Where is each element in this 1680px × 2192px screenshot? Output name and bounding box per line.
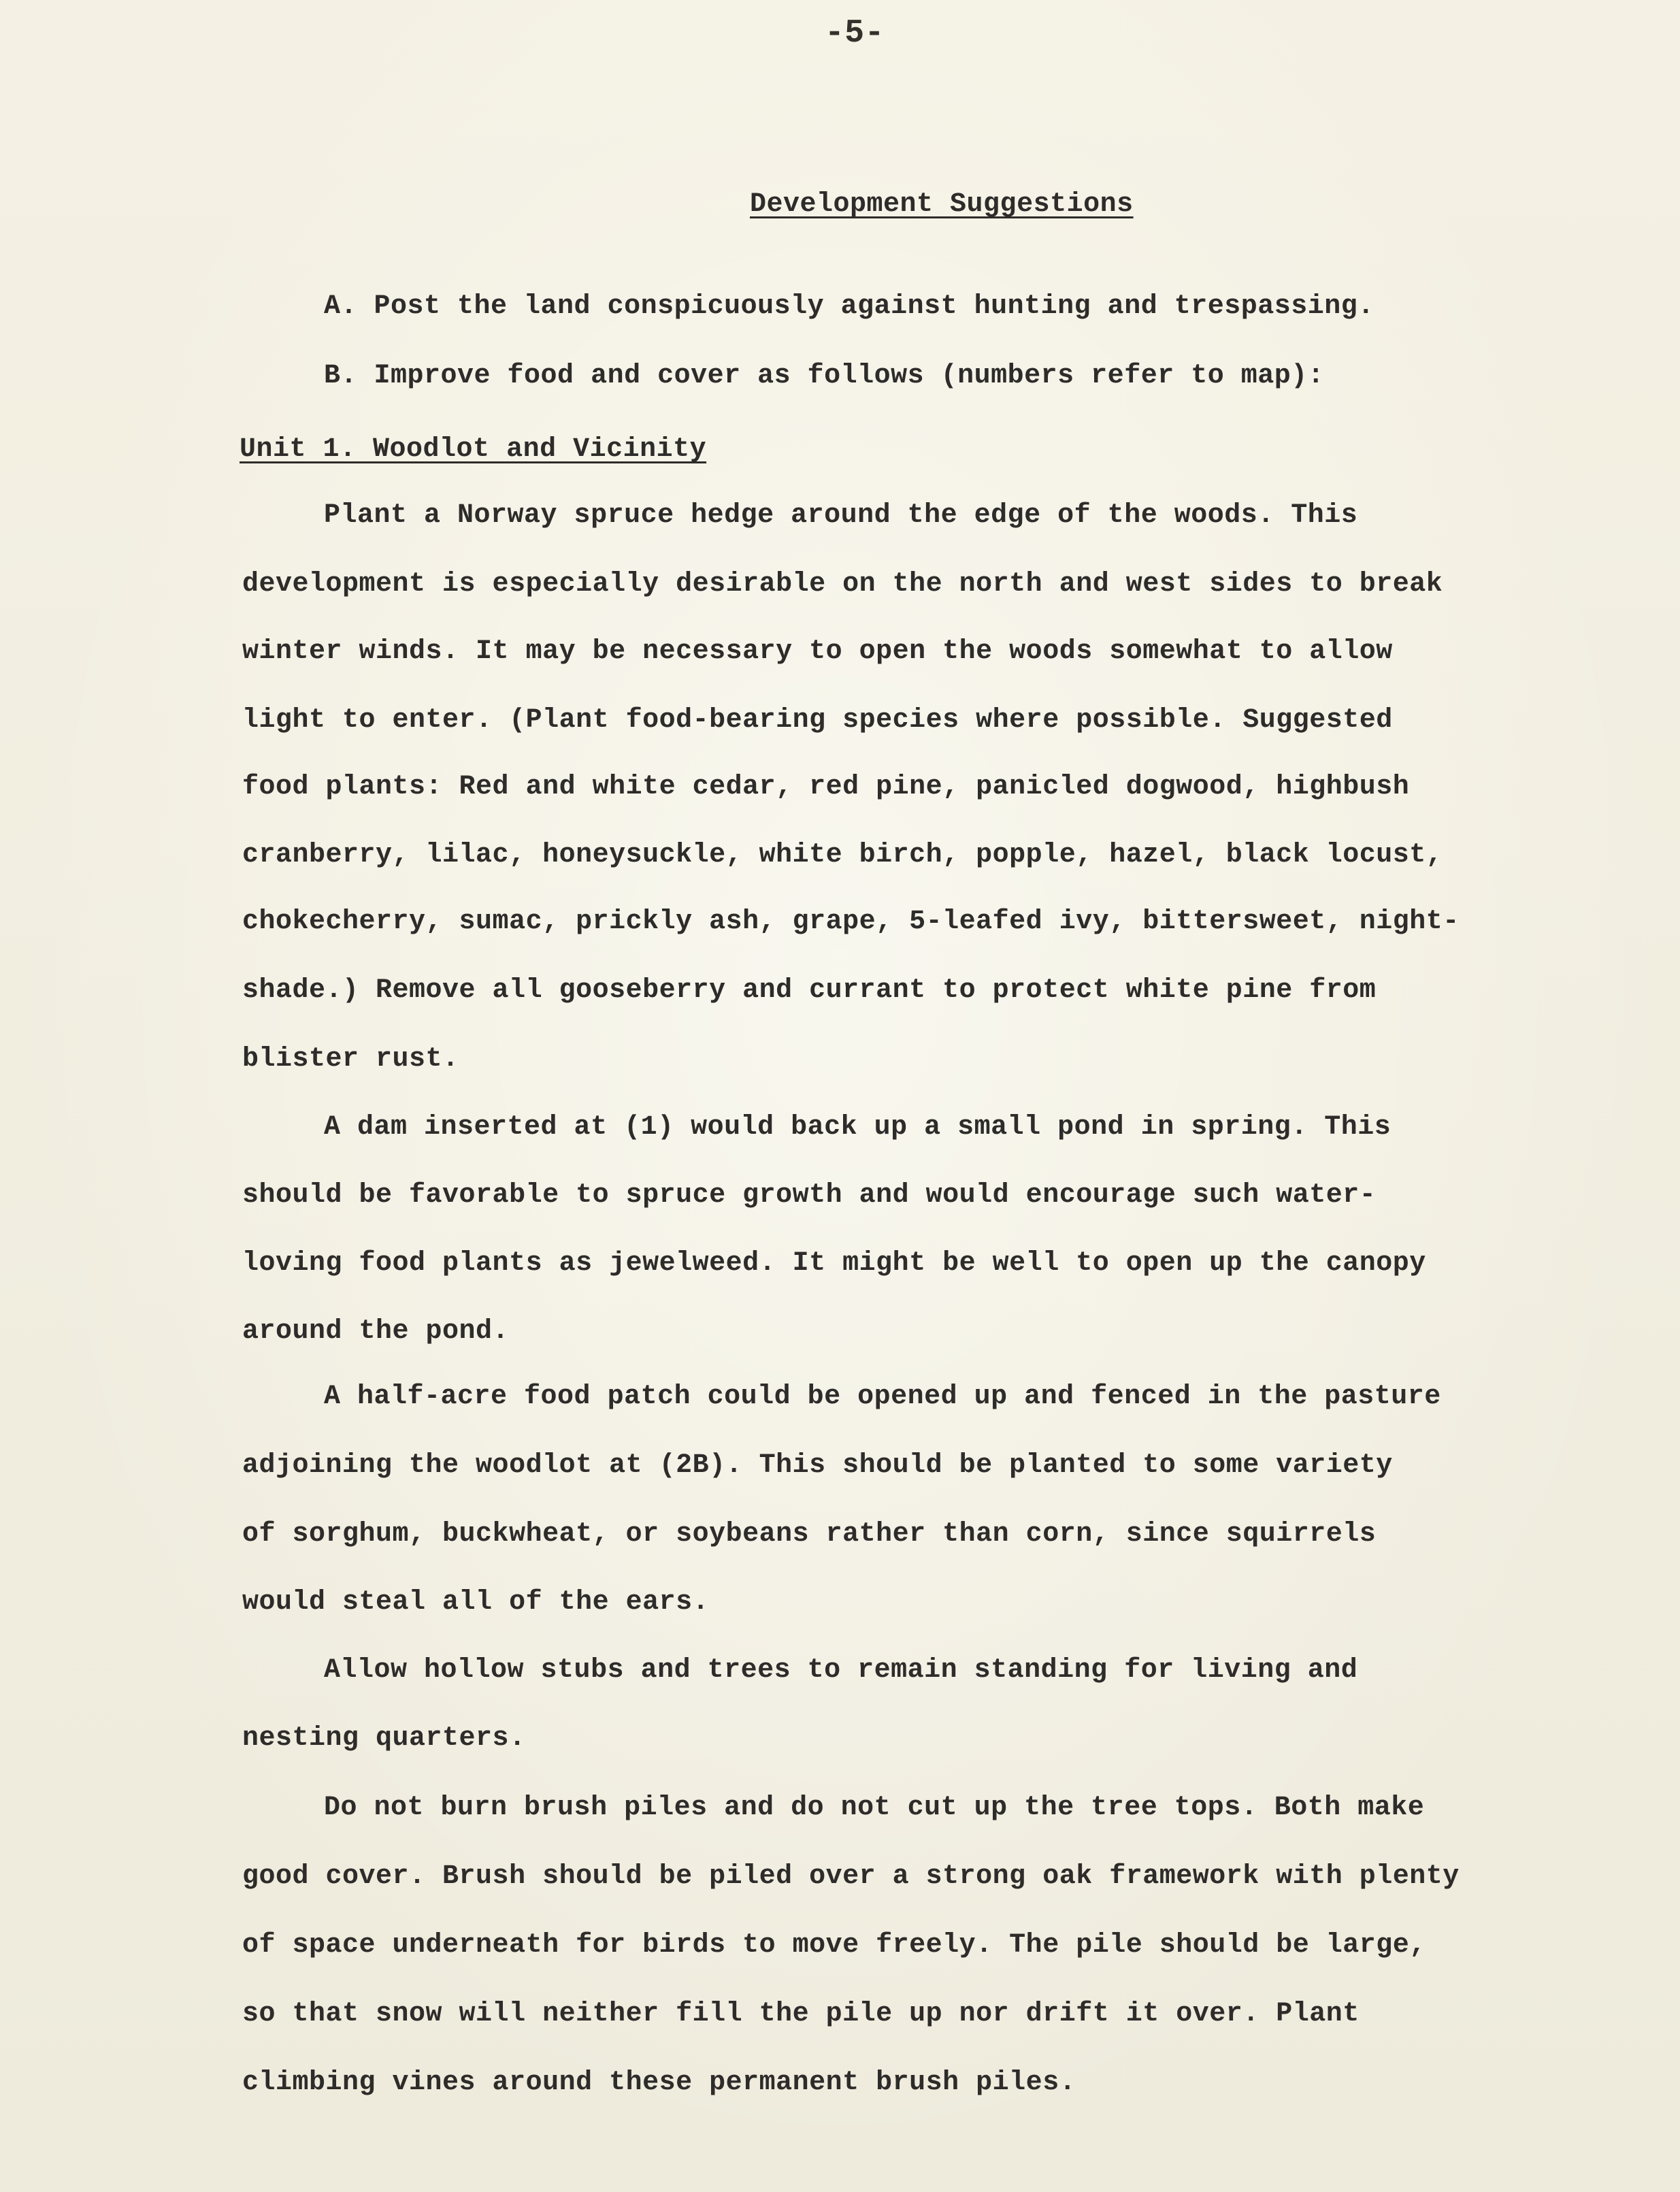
paragraph-1-line: development is especially desirable on the north and west sides to break <box>242 569 1443 600</box>
paragraph-4-line: nesting quarters. <box>242 1723 526 1754</box>
page-number: -5- <box>825 15 885 52</box>
paragraph-5-line: so that snow will neither fill the pile up nor drift it over. Plant <box>242 1999 1360 2029</box>
paragraph-5-line: of space underneath for birds to move freely. The pile should be large, <box>242 1930 1426 1961</box>
paragraph-1-line: winter winds. It may be necessary to open the woods somewhat to allow <box>242 636 1393 667</box>
paragraph-3-line: adjoining the woodlot at (2B). This should be planted to some variety <box>242 1450 1393 1481</box>
paragraph-1-line: food plants: Red and white cedar, red pine, panicled dogwood, highbush <box>242 772 1410 802</box>
paragraph-1-line: light to enter. (Plant food-bearing species where possible. Suggested <box>242 705 1393 736</box>
paragraph-1-line: blister rust. <box>242 1044 459 1075</box>
paragraph-1-line: shade.) Remove all gooseberry and currant to protect white pine from <box>242 975 1377 1006</box>
page-heading: Development Suggestions <box>750 189 1134 220</box>
unit-title: Unit 1. Woodlot and Vicinity <box>240 434 707 465</box>
paragraph-2-line: loving food plants as jewelweed. It might be well to open up the canopy <box>242 1248 1426 1279</box>
paragraph-1-line: Plant a Norway spruce hedge around the edge of the woods. This <box>324 500 1358 531</box>
paragraph-1-line: cranberry, lilac, honeysuckle, white birch, popple, hazel, black locust, <box>242 840 1443 870</box>
paragraph-2-line: around the pond. <box>242 1316 510 1347</box>
paragraph-2-line: A dam inserted at (1) would back up a small pond in spring. This <box>324 1112 1391 1143</box>
paragraph-2-line: should be favorable to spruce growth and would encourage such water- <box>242 1180 1377 1211</box>
paragraph-3-line: of sorghum, buckwheat, or soybeans rather than corn, since squirrels <box>242 1519 1377 1550</box>
paragraph-3-line: would steal all of the ears. <box>242 1587 710 1618</box>
paragraph-5-line: good cover. Brush should be piled over a strong oak framework with plenty <box>242 1861 1460 1892</box>
paragraph-4-line: Allow hollow stubs and trees to remain standing for living and <box>324 1655 1358 1686</box>
suggestion-b: B. Improve food and cover as follows (numbers refer to map): <box>324 361 1325 391</box>
paragraph-1-line: chokecherry, sumac, prickly ash, grape, 5-leafed ivy, bittersweet, night- <box>242 906 1460 937</box>
paragraph-3-line: A half-acre food patch could be opened up and fenced in the pasture <box>324 1381 1441 1412</box>
paragraph-5-line: Do not burn brush piles and do not cut up the tree tops. Both make <box>324 1793 1425 1823</box>
suggestion-a: A. Post the land conspicuously against hunting and trespassing. <box>324 291 1374 322</box>
paragraph-5-line: climbing vines around these permanent brush piles. <box>242 2067 1076 2098</box>
